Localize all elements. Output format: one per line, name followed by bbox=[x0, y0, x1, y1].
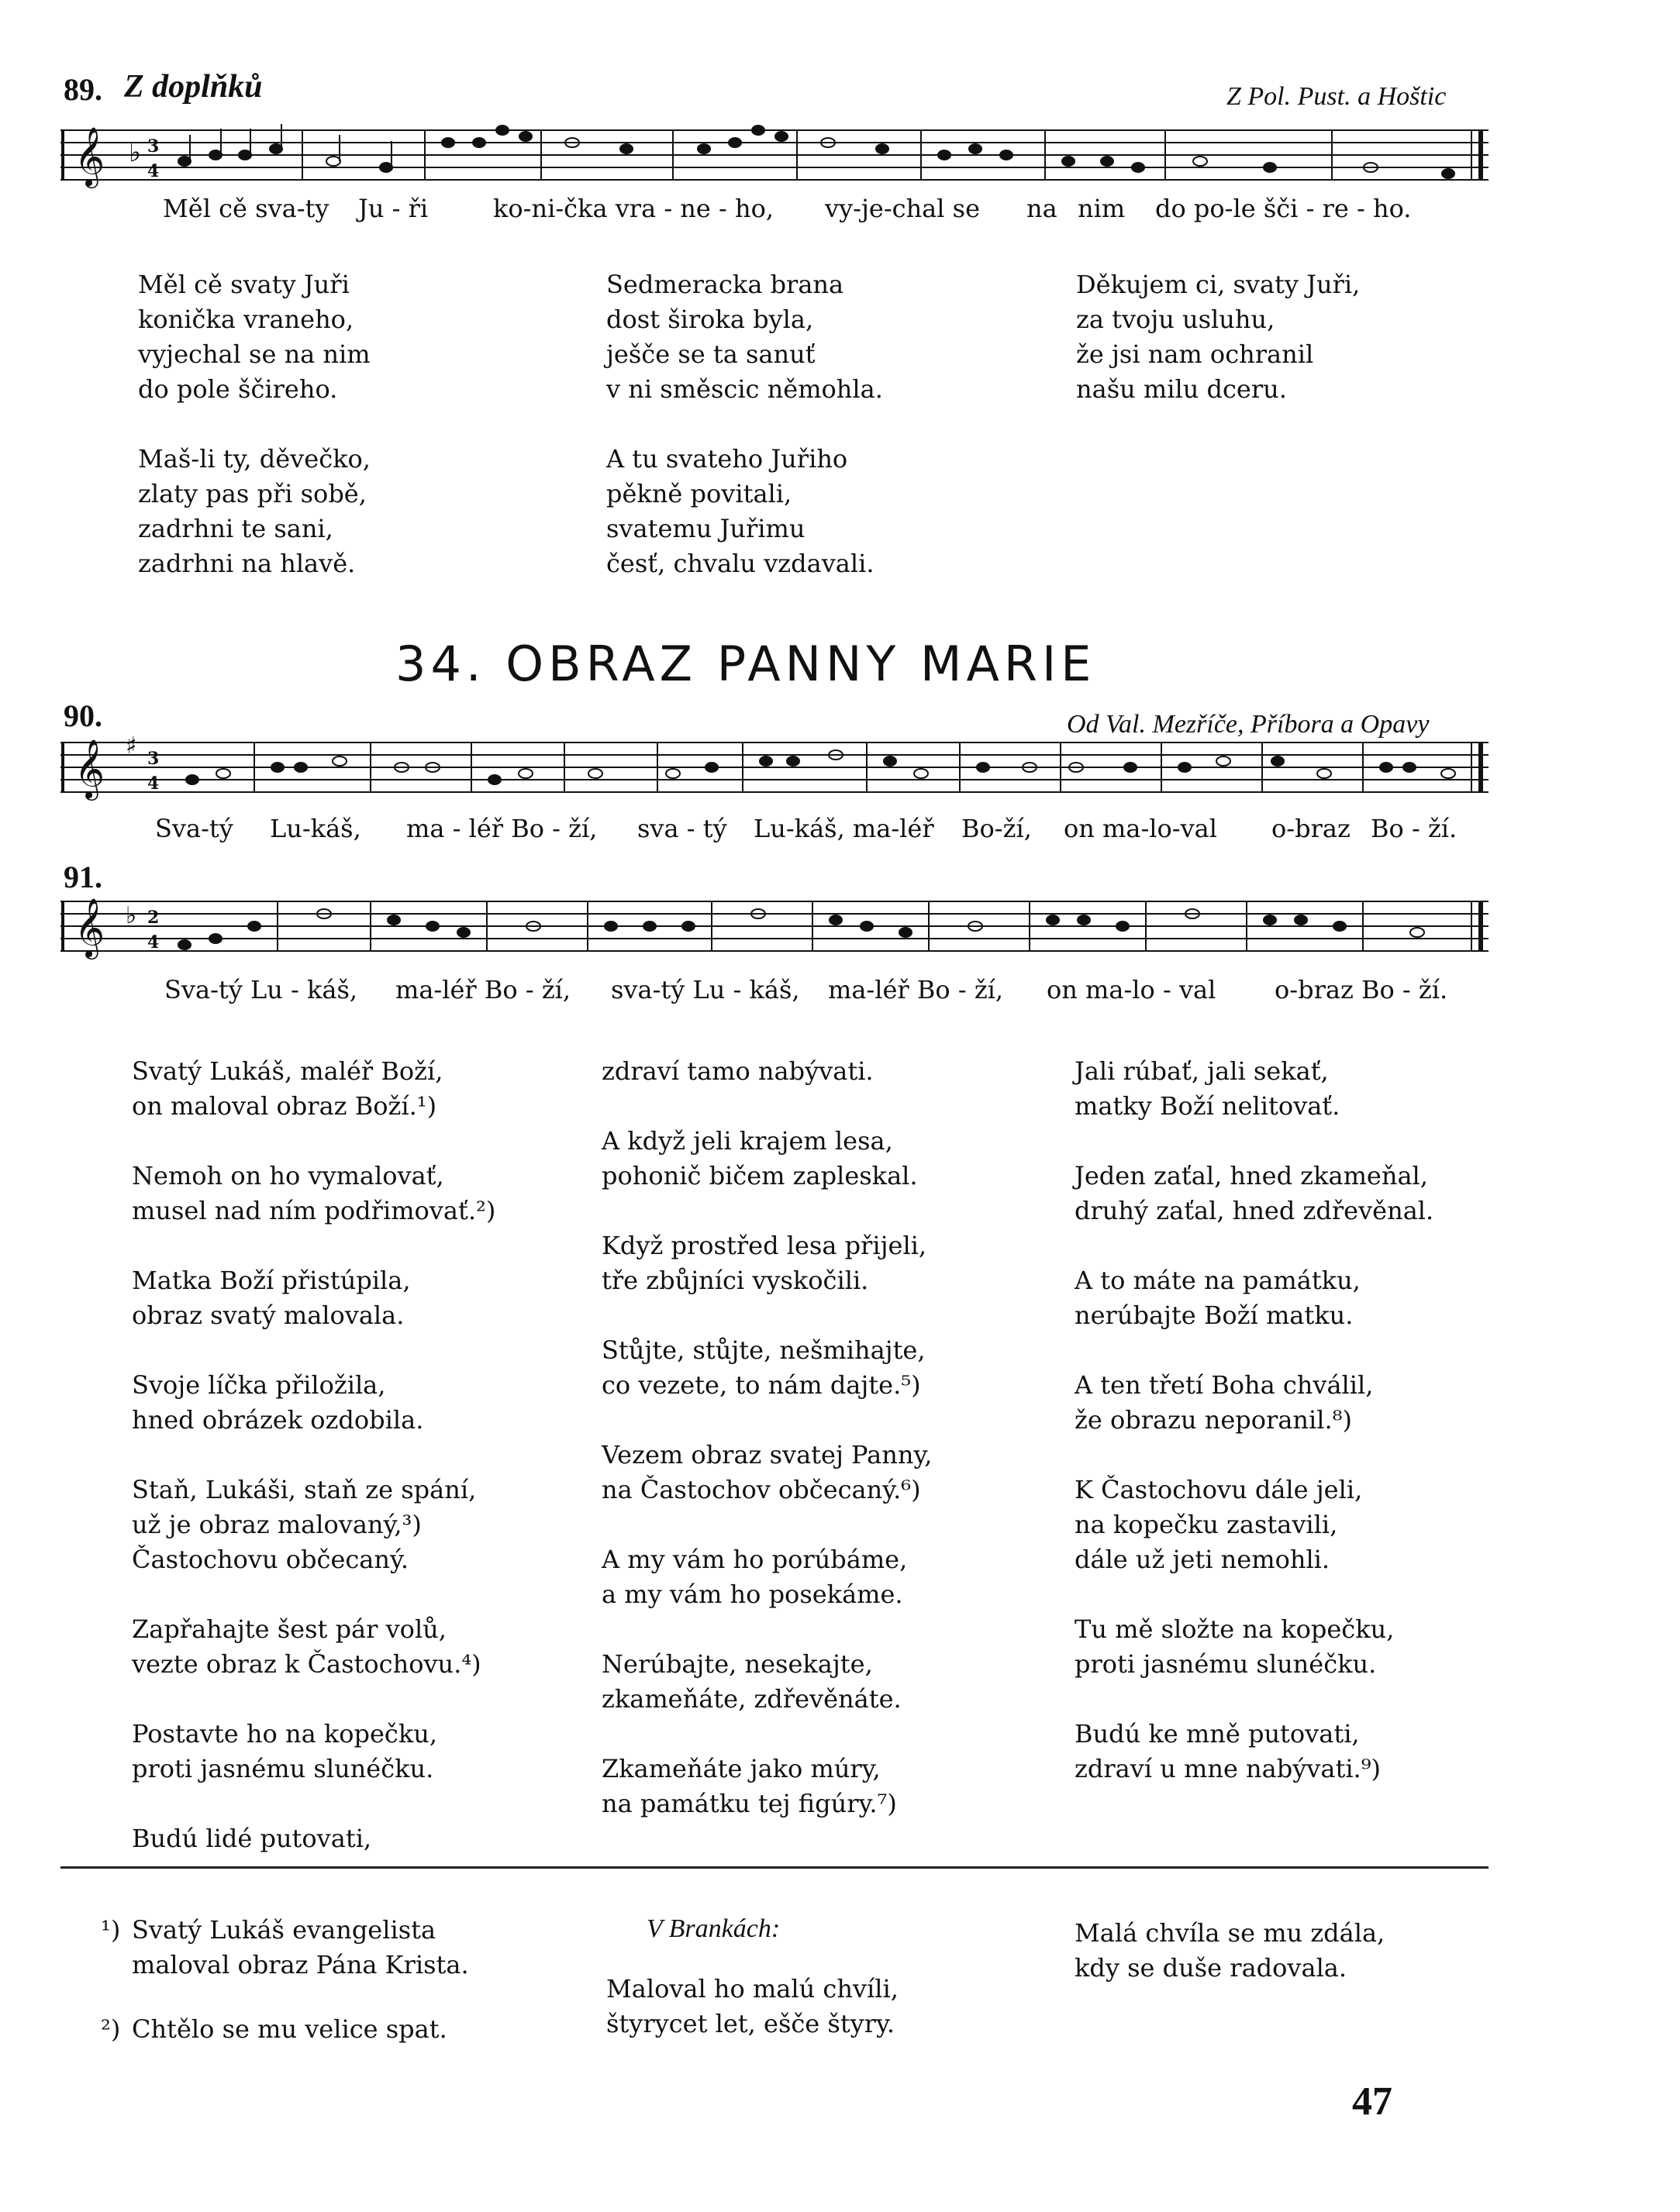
stanza bbox=[1075, 1368, 1433, 1438]
svg-text:3: 3 bbox=[147, 136, 160, 157]
verse-line: hned obrázek ozdobila. bbox=[132, 1405, 424, 1435]
svg-text:3: 3 bbox=[147, 749, 160, 769]
verse-line: Děkujem ci, svaty Juři, bbox=[1076, 270, 1361, 299]
stanza bbox=[602, 1752, 932, 1821]
song-89-stanzas-col3 bbox=[1076, 267, 1360, 442]
stanza bbox=[1075, 1054, 1433, 1124]
verse-line: zdraví tamo nabývati. bbox=[602, 1056, 874, 1086]
verse-line: Stůjte, stůjte, nešmihajte, bbox=[602, 1335, 926, 1365]
song-89-lyrics bbox=[0, 194, 1680, 228]
verse-line: česť, chvalu vzdavali. bbox=[606, 549, 874, 578]
stanza bbox=[602, 1333, 932, 1403]
svg-text:𝄞: 𝄞 bbox=[74, 126, 105, 186]
svg-text:♯: ♯ bbox=[126, 736, 137, 760]
footnote-marker: ¹) bbox=[101, 1915, 121, 1945]
verse-line: svatemu Juřimu bbox=[606, 514, 806, 543]
stanza bbox=[1075, 1717, 1433, 1786]
verse-line: zadrhni na hlavě. bbox=[138, 549, 356, 578]
footnote-line: Chtělo se mu velice spat. bbox=[132, 2014, 447, 2044]
song-89-stanzas-col1 bbox=[138, 267, 371, 616]
verse-line: už je obraz malovaný,³) bbox=[132, 1510, 422, 1539]
verse-line: vyjechal se na nim bbox=[138, 339, 371, 369]
stanza bbox=[602, 1542, 932, 1612]
verse-line: a my vám ho posekáme. bbox=[602, 1580, 903, 1609]
stanza bbox=[1075, 1473, 1433, 1577]
svg-text:♭: ♭ bbox=[126, 902, 137, 929]
section-title: 34. OBRAZ PANNY MARIE bbox=[395, 636, 1096, 692]
verse-line: Jali rúbať, jali sekať, bbox=[1075, 1056, 1329, 1086]
lyric-syllables: ma - léř Bo - ží, bbox=[406, 814, 598, 843]
verse-line: že obrazu neporanil.⁸) bbox=[1075, 1405, 1352, 1435]
song-89-source: Z Pol. Pust. a Hoštic bbox=[1226, 82, 1447, 111]
verse-line: pohonič bičem zapleskal. bbox=[602, 1161, 918, 1190]
stanza bbox=[132, 1263, 495, 1333]
verse-line: druhý zaťal, hned zdřevěnal. bbox=[1075, 1196, 1434, 1225]
lyric-syllables: sva - tý bbox=[637, 814, 727, 843]
verse-line: nerúbajte Boží matku. bbox=[1075, 1301, 1354, 1330]
lyric-syllables: Sva-tý bbox=[155, 814, 233, 843]
verse-line: ješče se ta sanuť bbox=[606, 339, 816, 369]
verse-line: Budú lidé putovati, bbox=[132, 1824, 372, 1853]
verse-line: dále už jeti nemohli. bbox=[1075, 1545, 1330, 1574]
verse-line: proti jasnému slunéčku. bbox=[132, 1754, 434, 1783]
lyric-syllables: Lu-káš, ma-léř bbox=[754, 814, 934, 843]
verse-line: on maloval obraz Boží.¹) bbox=[132, 1091, 437, 1121]
verse-line: zlaty pas při sobě, bbox=[138, 479, 367, 508]
svg-text:𝄞: 𝄞 bbox=[74, 739, 105, 798]
lyric-syllables: nim bbox=[1078, 194, 1126, 223]
verse-line: v ni směscic němohla. bbox=[606, 374, 883, 404]
stanza bbox=[1075, 1263, 1433, 1333]
svg-text:𝄞: 𝄞 bbox=[74, 898, 105, 957]
stanza bbox=[602, 1228, 932, 1298]
verse-line: Když prostřed lesa přijeli, bbox=[602, 1231, 927, 1260]
verse-line: Svoje líčka přiložila, bbox=[132, 1370, 386, 1400]
lyric-syllables: ko-ni-čka vra - ne - ho, bbox=[493, 194, 774, 223]
stanza bbox=[602, 1124, 932, 1194]
lyric-syllables: sva-tý Lu - káš, bbox=[611, 975, 800, 1004]
song-90-number: 90. bbox=[64, 698, 102, 733]
lyric-syllables: on ma-lo-val bbox=[1064, 814, 1217, 843]
verse-line: na Častochov občecaný.⁶) bbox=[602, 1475, 921, 1504]
song-89-title: Z doplňků bbox=[124, 69, 263, 105]
verse-line: Budú ke mně putovati, bbox=[1075, 1719, 1360, 1749]
verse-line: Sedmeracka brana bbox=[606, 270, 844, 299]
lyric-syllables: Sva-tý Lu - káš, bbox=[164, 975, 358, 1004]
lyric-syllables: Bo - ží. bbox=[1371, 814, 1457, 843]
stanza bbox=[606, 267, 883, 407]
verse-line: Staň, Lukáši, staň ze spání, bbox=[132, 1475, 477, 1504]
verse-line: tře zbůjníci vyskočili. bbox=[602, 1266, 869, 1295]
verse-line: A tu svateho Juřiho bbox=[606, 444, 848, 474]
verse-line: Postavte ho na kopečku, bbox=[132, 1719, 437, 1749]
verse-line: pěkně povitali, bbox=[606, 479, 792, 508]
footnote-line: maloval obraz Pána Krista. bbox=[132, 1950, 469, 1979]
footnote-2 bbox=[101, 2012, 469, 2047]
stanza bbox=[132, 1612, 495, 1682]
verse-line: Vezem obraz svatej Panny, bbox=[602, 1440, 933, 1469]
lyric-syllables: o-braz bbox=[1271, 814, 1351, 843]
verse-line: Měl cě svaty Juři bbox=[138, 270, 350, 299]
stanza bbox=[132, 1054, 495, 1124]
footnote-line: Maloval ho malú chvíli, bbox=[606, 1974, 899, 2004]
verse-line: zkameňáte, zdřevěnáte. bbox=[602, 1684, 902, 1714]
verse-line: do pole ščireho. bbox=[138, 374, 338, 404]
footnote-line: kdy se duše radovala. bbox=[1075, 1953, 1347, 1983]
lyric-syllables: o-braz Bo - ží. bbox=[1275, 975, 1448, 1004]
verse-line: A ten třetí Boha chválil, bbox=[1075, 1370, 1374, 1400]
footnote-divider bbox=[60, 1866, 1489, 1869]
page-number: 47 bbox=[1352, 2079, 1392, 2124]
footnote-line: Svatý Lukáš evangelista bbox=[132, 1915, 436, 1945]
lyric-syllables: on ma-lo - val bbox=[1047, 975, 1216, 1004]
lyric-syllables: na bbox=[1026, 194, 1057, 223]
lyric-syllables: Měl cě sva-ty bbox=[163, 194, 329, 223]
song-89-stanzas-col2 bbox=[606, 267, 883, 616]
staff-90 bbox=[60, 736, 1489, 801]
verse-line: našu milu dceru. bbox=[1076, 374, 1287, 404]
stanza bbox=[1075, 1159, 1433, 1228]
stanza bbox=[132, 1368, 495, 1438]
song-90-lyrics bbox=[0, 814, 1680, 848]
stanza bbox=[1075, 1612, 1433, 1682]
verse-line: Zapřahajte šest pár volů, bbox=[132, 1614, 447, 1644]
verse-line: obraz svatý malovala. bbox=[132, 1301, 405, 1330]
verse-line: Svatý Lukáš, maléř Boží, bbox=[132, 1056, 443, 1086]
stanza bbox=[1076, 267, 1360, 407]
main-stanzas-col3 bbox=[1075, 1054, 1433, 1821]
verse-line: musel nad ním podřimovať.²) bbox=[132, 1196, 496, 1225]
stanza bbox=[132, 1159, 495, 1228]
lyric-syllables: ma-léř Bo - ží, bbox=[395, 975, 571, 1004]
song-91-lyrics bbox=[0, 975, 1680, 1009]
verse-line: za tvoju usluhu, bbox=[1076, 305, 1275, 334]
verse-line: A to máte na památku, bbox=[1075, 1266, 1361, 1295]
footnote-marker: ²) bbox=[101, 2014, 121, 2044]
svg-text:♭: ♭ bbox=[129, 137, 142, 168]
stanza bbox=[138, 442, 371, 581]
stanza bbox=[132, 1821, 495, 1856]
stanza bbox=[602, 1054, 932, 1089]
lyric-syllables: do po-le šči - re - ho. bbox=[1155, 194, 1412, 223]
lyric-syllables: ma-léř Bo - ží, bbox=[828, 975, 1004, 1004]
verse-line: na kopečku zastavili, bbox=[1075, 1510, 1338, 1539]
footnote-line: štyrycet let, ešče štyry. bbox=[606, 2009, 895, 2038]
verse-line: Matka Boží přistúpila, bbox=[132, 1266, 411, 1295]
verse-line: konička vraneho, bbox=[138, 305, 354, 334]
lyric-syllables: vy-je-chal se bbox=[825, 194, 981, 223]
song-91-number: 91. bbox=[64, 860, 102, 894]
verse-line: zdraví u mne nabývati.⁹) bbox=[1075, 1754, 1382, 1783]
main-stanzas-col2 bbox=[602, 1054, 932, 1856]
verse-line: že jsi nam ochranil bbox=[1076, 339, 1314, 369]
verse-line: Nemoh on ho vymalovať, bbox=[132, 1161, 444, 1190]
lyric-syllables: Bo-ží, bbox=[961, 814, 1032, 843]
footnotes-col3 bbox=[1075, 1916, 1385, 1986]
verse-line: co vezete, to nám dajte.⁵) bbox=[602, 1370, 921, 1400]
footnote-line: Malá chvíla se mu zdála, bbox=[1075, 1918, 1385, 1948]
verse-line: Zkameňáte jako múry, bbox=[602, 1754, 881, 1783]
footnotes-col1 bbox=[101, 1913, 469, 2047]
lyric-syllables: Lu-káš, bbox=[270, 814, 361, 843]
stanza bbox=[606, 442, 883, 581]
verse-line: Tu mě složte na kopečku, bbox=[1075, 1614, 1395, 1644]
verse-line: Maš-li ty, děvečko, bbox=[138, 444, 371, 474]
verse-line: matky Boží nelitovať. bbox=[1075, 1091, 1340, 1121]
svg-text:4: 4 bbox=[147, 932, 160, 953]
stanza bbox=[602, 1647, 932, 1717]
lyric-syllables: Ju - ři bbox=[358, 194, 429, 223]
stanza bbox=[602, 1438, 932, 1507]
svg-text:4: 4 bbox=[147, 161, 160, 181]
verse-line: na památku tej figúry.⁷) bbox=[602, 1789, 897, 1818]
verse-line: zadrhni te sani, bbox=[138, 514, 333, 543]
stanza bbox=[132, 1717, 495, 1786]
verse-line: proti jasnému slunéčku. bbox=[1075, 1649, 1377, 1679]
svg-text:2: 2 bbox=[147, 908, 160, 928]
stanza bbox=[132, 1473, 495, 1577]
verse-line: Častochovu občecaný. bbox=[132, 1545, 409, 1574]
verse-line: K Častochovu dále jeli, bbox=[1075, 1475, 1363, 1504]
song-89-number: 89. bbox=[64, 72, 102, 107]
verse-line: Jeden zaťal, hned zkameňal, bbox=[1075, 1161, 1428, 1190]
stanza bbox=[138, 267, 371, 407]
main-stanzas-col1 bbox=[132, 1054, 495, 1891]
variant-title: V Brankách: bbox=[647, 1914, 781, 1943]
song-90-source: Od Val. Mezříče, Příbora a Opavy bbox=[1067, 710, 1430, 739]
svg-text:4: 4 bbox=[147, 774, 160, 794]
verse-line: dost široka byla, bbox=[606, 305, 814, 334]
verse-line: Nerúbajte, nesekajte, bbox=[602, 1649, 873, 1679]
staff-89 bbox=[60, 124, 1489, 189]
staff-91 bbox=[60, 895, 1489, 960]
verse-line: A když jeli krajem lesa, bbox=[602, 1126, 893, 1156]
verse-line: vezte obraz k Častochovu.⁴) bbox=[132, 1649, 481, 1679]
verse-line: A my vám ho porúbáme, bbox=[602, 1545, 908, 1574]
variant-text bbox=[606, 1972, 899, 2041]
footnote-1 bbox=[101, 1913, 469, 1983]
